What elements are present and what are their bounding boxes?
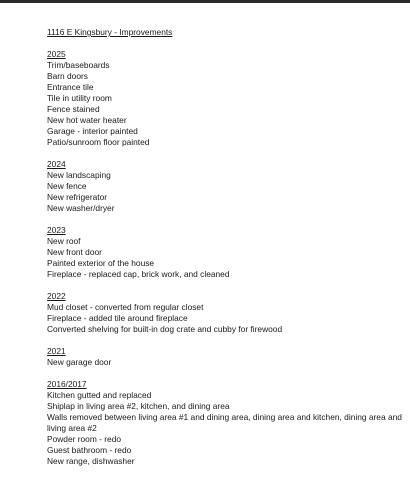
section-2022 [47, 291, 402, 335]
list-item: Mud closet - converted from regular closet [47, 302, 204, 312]
top-border [0, 0, 410, 3]
list-item: Kitchen gutted and replaced [47, 390, 152, 400]
list-item: Fireplace - added tile around fireplace [47, 313, 188, 323]
list-item: Shiplap in living area #2, kitchen, and dining area [47, 401, 230, 411]
list-item: Trim/baseboards [47, 60, 110, 70]
list-item: New refrigerator [47, 192, 108, 202]
list-item: Fireplace - replaced cap, brick work, and cleaned [47, 269, 230, 279]
list-item: Barn doors [47, 71, 88, 81]
list-item: Walls removed between living area #1 and dining area, dining area and kitchen, dining area and living area #2 [47, 412, 402, 433]
list-item: New landscaping [47, 170, 111, 180]
list-item: Patio/sunroom floor painted [47, 137, 150, 147]
section-year: 2024 [47, 159, 66, 169]
list-item: Entrance tile [47, 82, 94, 92]
list-item: Tile in utility room [47, 93, 112, 103]
document-title: 1116 E Kingsbury - Improvements [47, 27, 173, 37]
section-year: 2021 [47, 346, 66, 356]
section-year: 2023 [47, 225, 66, 235]
section-year: 2022 [47, 291, 66, 301]
list-item: New garage door [47, 357, 112, 367]
list-item: Garage - interior painted [47, 126, 138, 136]
section-year: 2025 [47, 49, 66, 59]
list-item: New washer/dryer [47, 203, 115, 213]
list-item: Converted shelving for built-in dog crate and cubby for firewood [47, 324, 283, 334]
list-item: Painted exterior of the house [47, 258, 155, 268]
section-2023 [47, 225, 402, 280]
list-item: Powder room - redo [47, 434, 122, 444]
section-year: 2016/2017 [47, 379, 87, 389]
list-item: New range, dishwasher [47, 456, 135, 466]
list-item: New fence [47, 181, 87, 191]
list-item: New hot water heater [47, 115, 127, 125]
section-2021 [47, 346, 402, 368]
list-item: New front door [47, 247, 102, 257]
section-2016-2017 [47, 379, 402, 467]
section-2025 [47, 49, 402, 148]
list-item: New roof [47, 236, 81, 246]
document-body [47, 27, 402, 478]
section-2024 [47, 159, 402, 214]
list-item: Guest bathroom - redo [47, 445, 132, 455]
list-item: Fence stained [47, 104, 100, 114]
